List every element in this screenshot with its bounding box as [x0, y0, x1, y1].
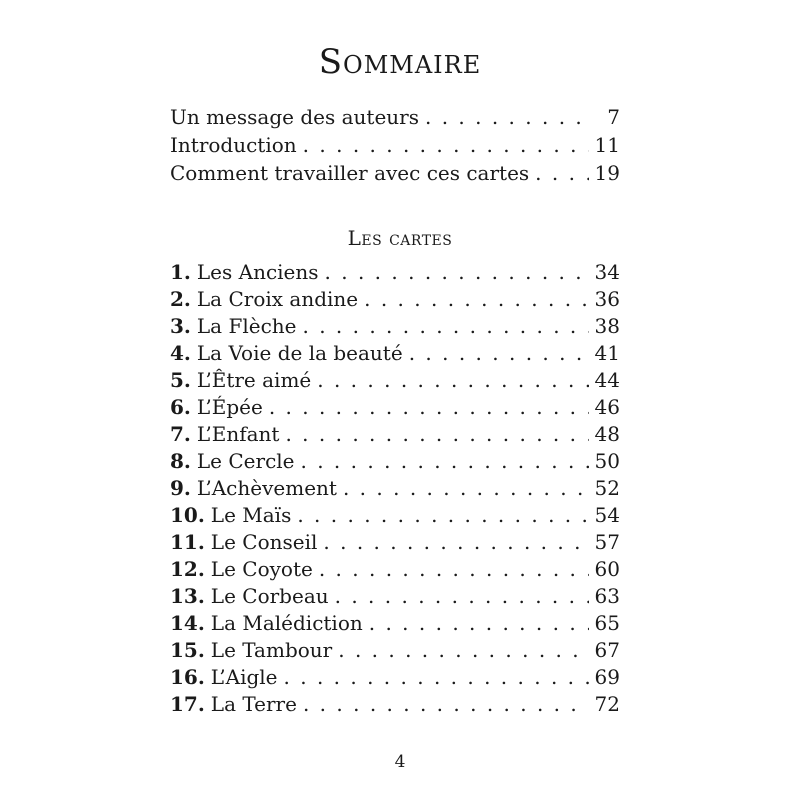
- toc-entry-label: Un message des auteurs: [170, 105, 419, 129]
- card-number: 2.: [170, 287, 191, 311]
- toc-entry-page: 57: [594, 530, 620, 554]
- toc-entry: [170, 341, 620, 368]
- toc-entry: [170, 503, 620, 530]
- dot-leader: [301, 449, 589, 473]
- toc-entry: [170, 133, 620, 161]
- toc-entry-page: 46: [594, 395, 620, 419]
- toc-entry: [170, 530, 620, 557]
- toc-entry-label: Le Coyote: [210, 557, 313, 581]
- toc-entry-page: 60: [594, 557, 620, 581]
- toc-entry: [170, 422, 620, 449]
- dot-leader: [303, 692, 589, 716]
- toc-entry: [170, 611, 620, 638]
- toc-entry: [170, 314, 620, 341]
- toc-entry-label: La Flèche: [196, 314, 297, 338]
- toc-entry-label: L’Aigle: [210, 665, 278, 689]
- toc-entry-page: 41: [594, 341, 620, 365]
- toc-entry: [170, 287, 620, 314]
- card-number: 17.: [170, 692, 205, 716]
- toc-entry-label: La Croix andine: [196, 287, 359, 311]
- card-number: 7.: [170, 422, 191, 446]
- card-number: 16.: [170, 665, 205, 689]
- toc-entry: [170, 161, 620, 189]
- page-title: Sommaire: [318, 42, 482, 82]
- toc-entry-page: 19: [594, 161, 620, 185]
- toc-entry: [170, 665, 620, 692]
- toc-entry-label: Le Corbeau: [210, 584, 329, 608]
- toc-entry-page: 72: [594, 692, 620, 716]
- toc-entry-label: Le Conseil: [210, 530, 318, 554]
- toc-entry-page: 36: [594, 287, 620, 311]
- dot-leader: [317, 368, 588, 392]
- dot-leader: [319, 557, 589, 581]
- dot-leader: [535, 161, 588, 185]
- toc-entry-label: Introduction: [170, 133, 297, 157]
- cards-list: [170, 260, 620, 719]
- toc-entry-label: Le Maïs: [210, 503, 292, 527]
- toc-entry: [170, 692, 620, 719]
- toc-entry-page: 44: [594, 368, 620, 392]
- dot-leader: [409, 341, 589, 365]
- card-number: 15.: [170, 638, 205, 662]
- toc-entry-page: 50: [594, 449, 620, 473]
- dot-leader: [343, 476, 589, 500]
- toc-entry: [170, 476, 620, 503]
- page-number: 4: [394, 752, 406, 772]
- card-number: 11.: [170, 530, 205, 554]
- section-heading: Les cartes: [347, 226, 453, 250]
- toc-entry: [170, 638, 620, 665]
- toc-entry-page: 52: [594, 476, 620, 500]
- card-number: 13.: [170, 584, 205, 608]
- dot-leader: [325, 260, 589, 284]
- toc-entry-label: La Voie de la beauté: [196, 341, 403, 365]
- card-number: 5.: [170, 368, 191, 392]
- dot-leader: [364, 287, 588, 311]
- toc-entry: [170, 368, 620, 395]
- toc-entry: [170, 557, 620, 584]
- toc-entry: [170, 395, 620, 422]
- toc-entry-page: 67: [594, 638, 620, 662]
- dot-leader: [425, 105, 592, 129]
- card-number: 9.: [170, 476, 191, 500]
- toc-entry-label: Les Anciens: [196, 260, 319, 284]
- toc-entry: [170, 260, 620, 287]
- toc-entry-label: L’Être aimé: [196, 368, 312, 392]
- dot-leader: [297, 503, 588, 527]
- toc-entry-page: 63: [594, 584, 620, 608]
- toc-entry-page: 65: [594, 611, 620, 635]
- toc-entry-label: Le Tambour: [210, 638, 333, 662]
- card-number: 6.: [170, 395, 191, 419]
- dot-leader: [303, 133, 589, 157]
- toc-entry-page: 38: [594, 314, 620, 338]
- intro-list: [170, 105, 620, 189]
- toc-entry: [170, 449, 620, 476]
- toc-entry: [170, 584, 620, 611]
- card-number: 10.: [170, 503, 205, 527]
- dot-leader: [369, 611, 589, 635]
- dot-leader: [284, 665, 589, 689]
- dot-leader: [335, 584, 589, 608]
- toc-entry-page: 48: [594, 422, 620, 446]
- toc-entry-page: 7: [607, 105, 620, 129]
- toc-entry-page: 34: [594, 260, 620, 284]
- toc-entry-label: L’Achèvement: [196, 476, 337, 500]
- dot-leader: [302, 314, 588, 338]
- toc-entry-label: La Terre: [210, 692, 297, 716]
- toc-entry-page: 54: [594, 503, 620, 527]
- toc-entry-label: L’Enfant: [196, 422, 280, 446]
- card-number: 8.: [170, 449, 191, 473]
- card-number: 4.: [170, 341, 191, 365]
- card-number: 1.: [170, 260, 191, 284]
- toc-entry-label: La Malédiction: [210, 611, 363, 635]
- card-number: 14.: [170, 611, 205, 635]
- dot-leader: [338, 638, 588, 662]
- toc-entry-page: 11: [594, 133, 620, 157]
- dot-leader: [269, 395, 589, 419]
- card-number: 3.: [170, 314, 191, 338]
- card-number: 12.: [170, 557, 205, 581]
- toc-entry-page: 69: [594, 665, 620, 689]
- toc-entry-label: Comment travailler avec ces cartes: [170, 161, 530, 185]
- toc-entry-label: Le Cercle: [196, 449, 295, 473]
- dot-leader: [285, 422, 588, 446]
- dot-leader: [323, 530, 588, 554]
- toc-entry: [170, 105, 620, 133]
- toc-entry-label: L’Épée: [196, 395, 263, 419]
